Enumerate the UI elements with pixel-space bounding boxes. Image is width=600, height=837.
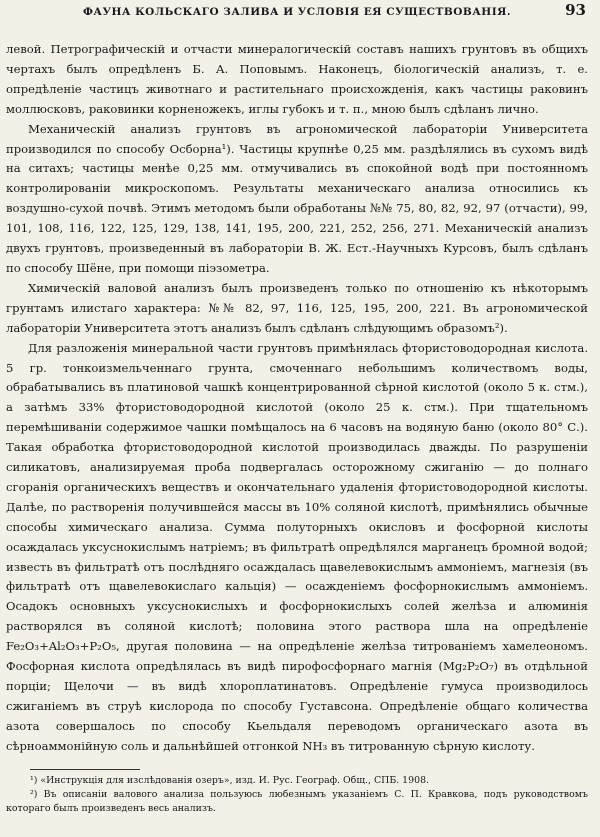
body-text bbox=[6, 40, 588, 757]
running-head: ФАУНА КОЛЬСКАГО ЗАЛИВА И УСЛОВІЯ ЕЯ СУЩЕСТВОВАНІЯ. bbox=[82, 6, 512, 18]
paragraph-chemical-analysis: Химическій валовой анализъ былъ произведенъ только по отношенію къ нѣкоторымъ грунтамъ илистаго характера: №№ 82, 97, 116, 125, 195, 200, 221. Въ агрономической лабораторіи Университета этотъ анализъ былъ сдѣланъ слѣдующимъ образомъ²). bbox=[6, 280, 588, 335]
footnote-1: ¹) «Инструкція для изслѣдованія озеръ», изд. И. Рус. Географ. Общ., СПБ. 1908. bbox=[30, 774, 430, 786]
paragraph-continuation: левой. Петрографическій и отчасти минералогическій составъ нашихъ грунтовъ въ общихъ чертахъ былъ опредѣленъ Б. А. Поповымъ. Наконецъ, біологическій анализъ, т. е. опредѣленіе частицъ животнаго и растительнаго происхожденія, какъ частицы раковинъ моллюсковъ, раковинки корненожекъ, иглы губокъ и т. п., мною былъ сдѣланъ лично. bbox=[6, 42, 588, 116]
paragraph-decomposition-method: Для разложенія минеральной части грунтовъ примѣнялась фтористоводородная кислота. 5 гр. тонкоизмельченнаго грунта, смоченнаго небольшимъ количествомъ воды, обрабатывались въ платиновой чашкѣ концентрированной сѣрной кислотой (около 5 к. стм.), а затѣмъ 33% фтористоводородной кислотой (около 25 к. стм.). При тщательномъ перемѣшиваніи содержимое чашки помѣщалось на 6 часовъ на водяную баню (около 80° С.). Такая обработка фтористоводородной кислотой производилась дважды. По разрушеніи силикатовъ, анализируемая проба подвергалась осторожному сжиганію — до полнаго сгоранія органическихъ веществъ и окончательнаго удаленія фтористоводородной кислоты. Далѣе, по растворенія получившейся массы въ 10% соляной кислотѣ, примѣнялись обычные способы химическаго анализа. Сумма полуторныхъ окисловъ и фосфорной кислоты осаждалась уксуснокислымъ натріемъ; въ фильтратѣ опредѣлялся марганецъ бромной водой; известь въ фильтратѣ отъ послѣдняго осаждалась щавелевокислымъ аммоніемъ, магнезія (въ фильтратѣ отъ щавелевокислаго кальція) — осажденіемъ фосфорнокислымъ аммоніемъ. Осадокъ основныхъ уксуснокислыхъ и фосфорнокислыхъ солей желѣза и алюминія растворялся въ соляной кислотѣ; половина этого раствора шла на опредѣленіе Fe₂O₃+Al₂O₃+P₂O₅, другая половина — на опредѣленіе желѣза титрованіемъ хамелеономъ. Фосфорная кислота опредѣлялась въ видѣ пирофосфорнаго магнія (Mg₂P₂O₇) въ отдѣльной порціи; Щелочи — въ видѣ хлороплатинатовъ. Опредѣленіе гумуса производилось сжиганіемъ въ струѣ кислорода по способу Густавсона. Опредѣленіе общаго количества азота совершалось по способу Кьельдаля переводомъ органическаго азота въ сѣрноаммонійную соль и дальнѣйшей отгонкой NH₃ въ титрованную сѣрную кислоту. bbox=[6, 340, 588, 753]
footnote-2: ²) Въ описаніи валового анализа пользуюсь любезнымъ указаніемъ С. П. Кравкова, подъ руководствомъ котораго былъ произведенъ весь анализъ. bbox=[6, 788, 588, 814]
page-header bbox=[6, 0, 588, 40]
paragraph-mechanical-analysis: Механическій анализъ грунтовъ въ агрономической лабораторіи Университета производился по способу Осборна¹). Частицы крупнѣе 0,25 мм. раздѣлялись въ сухомъ видѣ на ситахъ; частицы менѣе 0,25 мм. отмучивались въ спокойной водѣ при постоянномъ контролированіи микроскопомъ. Результаты механическаго анализа относились къ воздушно-сухой почвѣ. Этимъ методомъ были обработаны №№ 75, 80, 82, 92, 97 (отчасти), 99, 101, 108, 116, 122, 125, 129, 138, 141, 195, 200, 221, 252, 256, 271. Механическій анализъ двухъ грунтовъ, произведенный въ лабораторіи В. Ж. Ест.-Научныхъ Курсовъ, былъ сдѣланъ по способу Шёне, при помощи піэзометра. bbox=[6, 121, 588, 275]
page-number: 93 bbox=[565, 1, 586, 19]
footnotes bbox=[6, 774, 588, 816]
footnote-divider bbox=[30, 769, 140, 770]
